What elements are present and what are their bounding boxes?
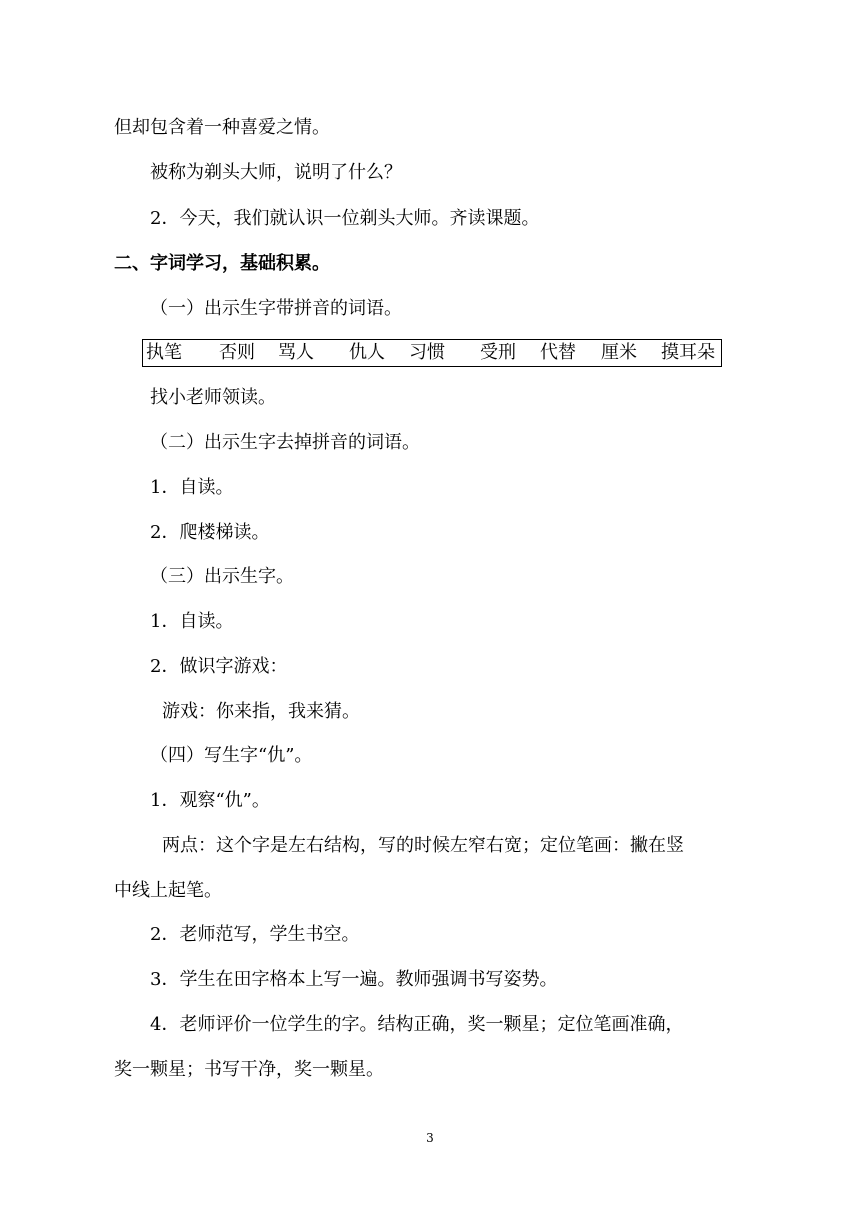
list-item: 2．做识字游戏： bbox=[150, 656, 288, 677]
vocab-word: 厘米 bbox=[601, 342, 637, 363]
subsection-heading: （四）写生字“仇”。 bbox=[150, 745, 313, 766]
section-heading: 二、字词学习，基础积累。 bbox=[114, 253, 330, 274]
vocab-word: 摸耳朵 bbox=[661, 342, 715, 363]
vocab-word: 代替 bbox=[540, 342, 576, 363]
paragraph-line: 奖一颗星；书写干净，奖一颗星。 bbox=[114, 1059, 384, 1080]
vocab-word: 否则 bbox=[219, 342, 255, 363]
paragraph-line: 2．今天，我们就认识一位剃头大师。齐读课题。 bbox=[150, 208, 540, 229]
list-item: 1．自读。 bbox=[150, 477, 234, 498]
vocab-word: 仇人 bbox=[349, 342, 385, 363]
paragraph-line: 但却包含着一种喜爱之情。 bbox=[114, 117, 330, 138]
paragraph-line: 被称为剃头大师，说明了什么？ bbox=[150, 162, 402, 183]
list-item: 1．观察“仇”。 bbox=[150, 790, 270, 811]
vocab-word: 执笔 bbox=[146, 342, 182, 363]
list-item: 2．爬楼梯读。 bbox=[150, 522, 270, 543]
paragraph-line: 中线上起笔。 bbox=[114, 880, 222, 901]
list-item: 1．自读。 bbox=[150, 611, 234, 632]
list-item: 3．学生在田字格本上写一遍。教师强调书写姿势。 bbox=[150, 969, 558, 990]
list-item: 2．老师范写，学生书空。 bbox=[150, 924, 360, 945]
vocab-word: 骂人 bbox=[278, 342, 314, 363]
vocabulary-box bbox=[142, 339, 722, 367]
subsection-heading: （一）出示生字带拼音的词语。 bbox=[150, 298, 402, 319]
subsection-heading: （三）出示生字。 bbox=[150, 566, 294, 587]
vocab-word: 受刑 bbox=[480, 342, 516, 363]
page-number: 3 bbox=[426, 1131, 434, 1145]
paragraph-line: 游戏：你来指，我来猜。 bbox=[162, 701, 360, 722]
paragraph-line: 两点：这个字是左右结构，写的时候左窄右宽；定位笔画：撇在竖 bbox=[162, 835, 684, 856]
list-item: 4．老师评价一位学生的字。结构正确，奖一颗星；定位笔画准确， bbox=[150, 1014, 684, 1035]
subsection-heading: （二）出示生字去掉拼音的词语。 bbox=[150, 432, 420, 453]
vocab-word: 习惯 bbox=[409, 342, 445, 363]
paragraph-line: 找小老师领读。 bbox=[150, 387, 276, 408]
